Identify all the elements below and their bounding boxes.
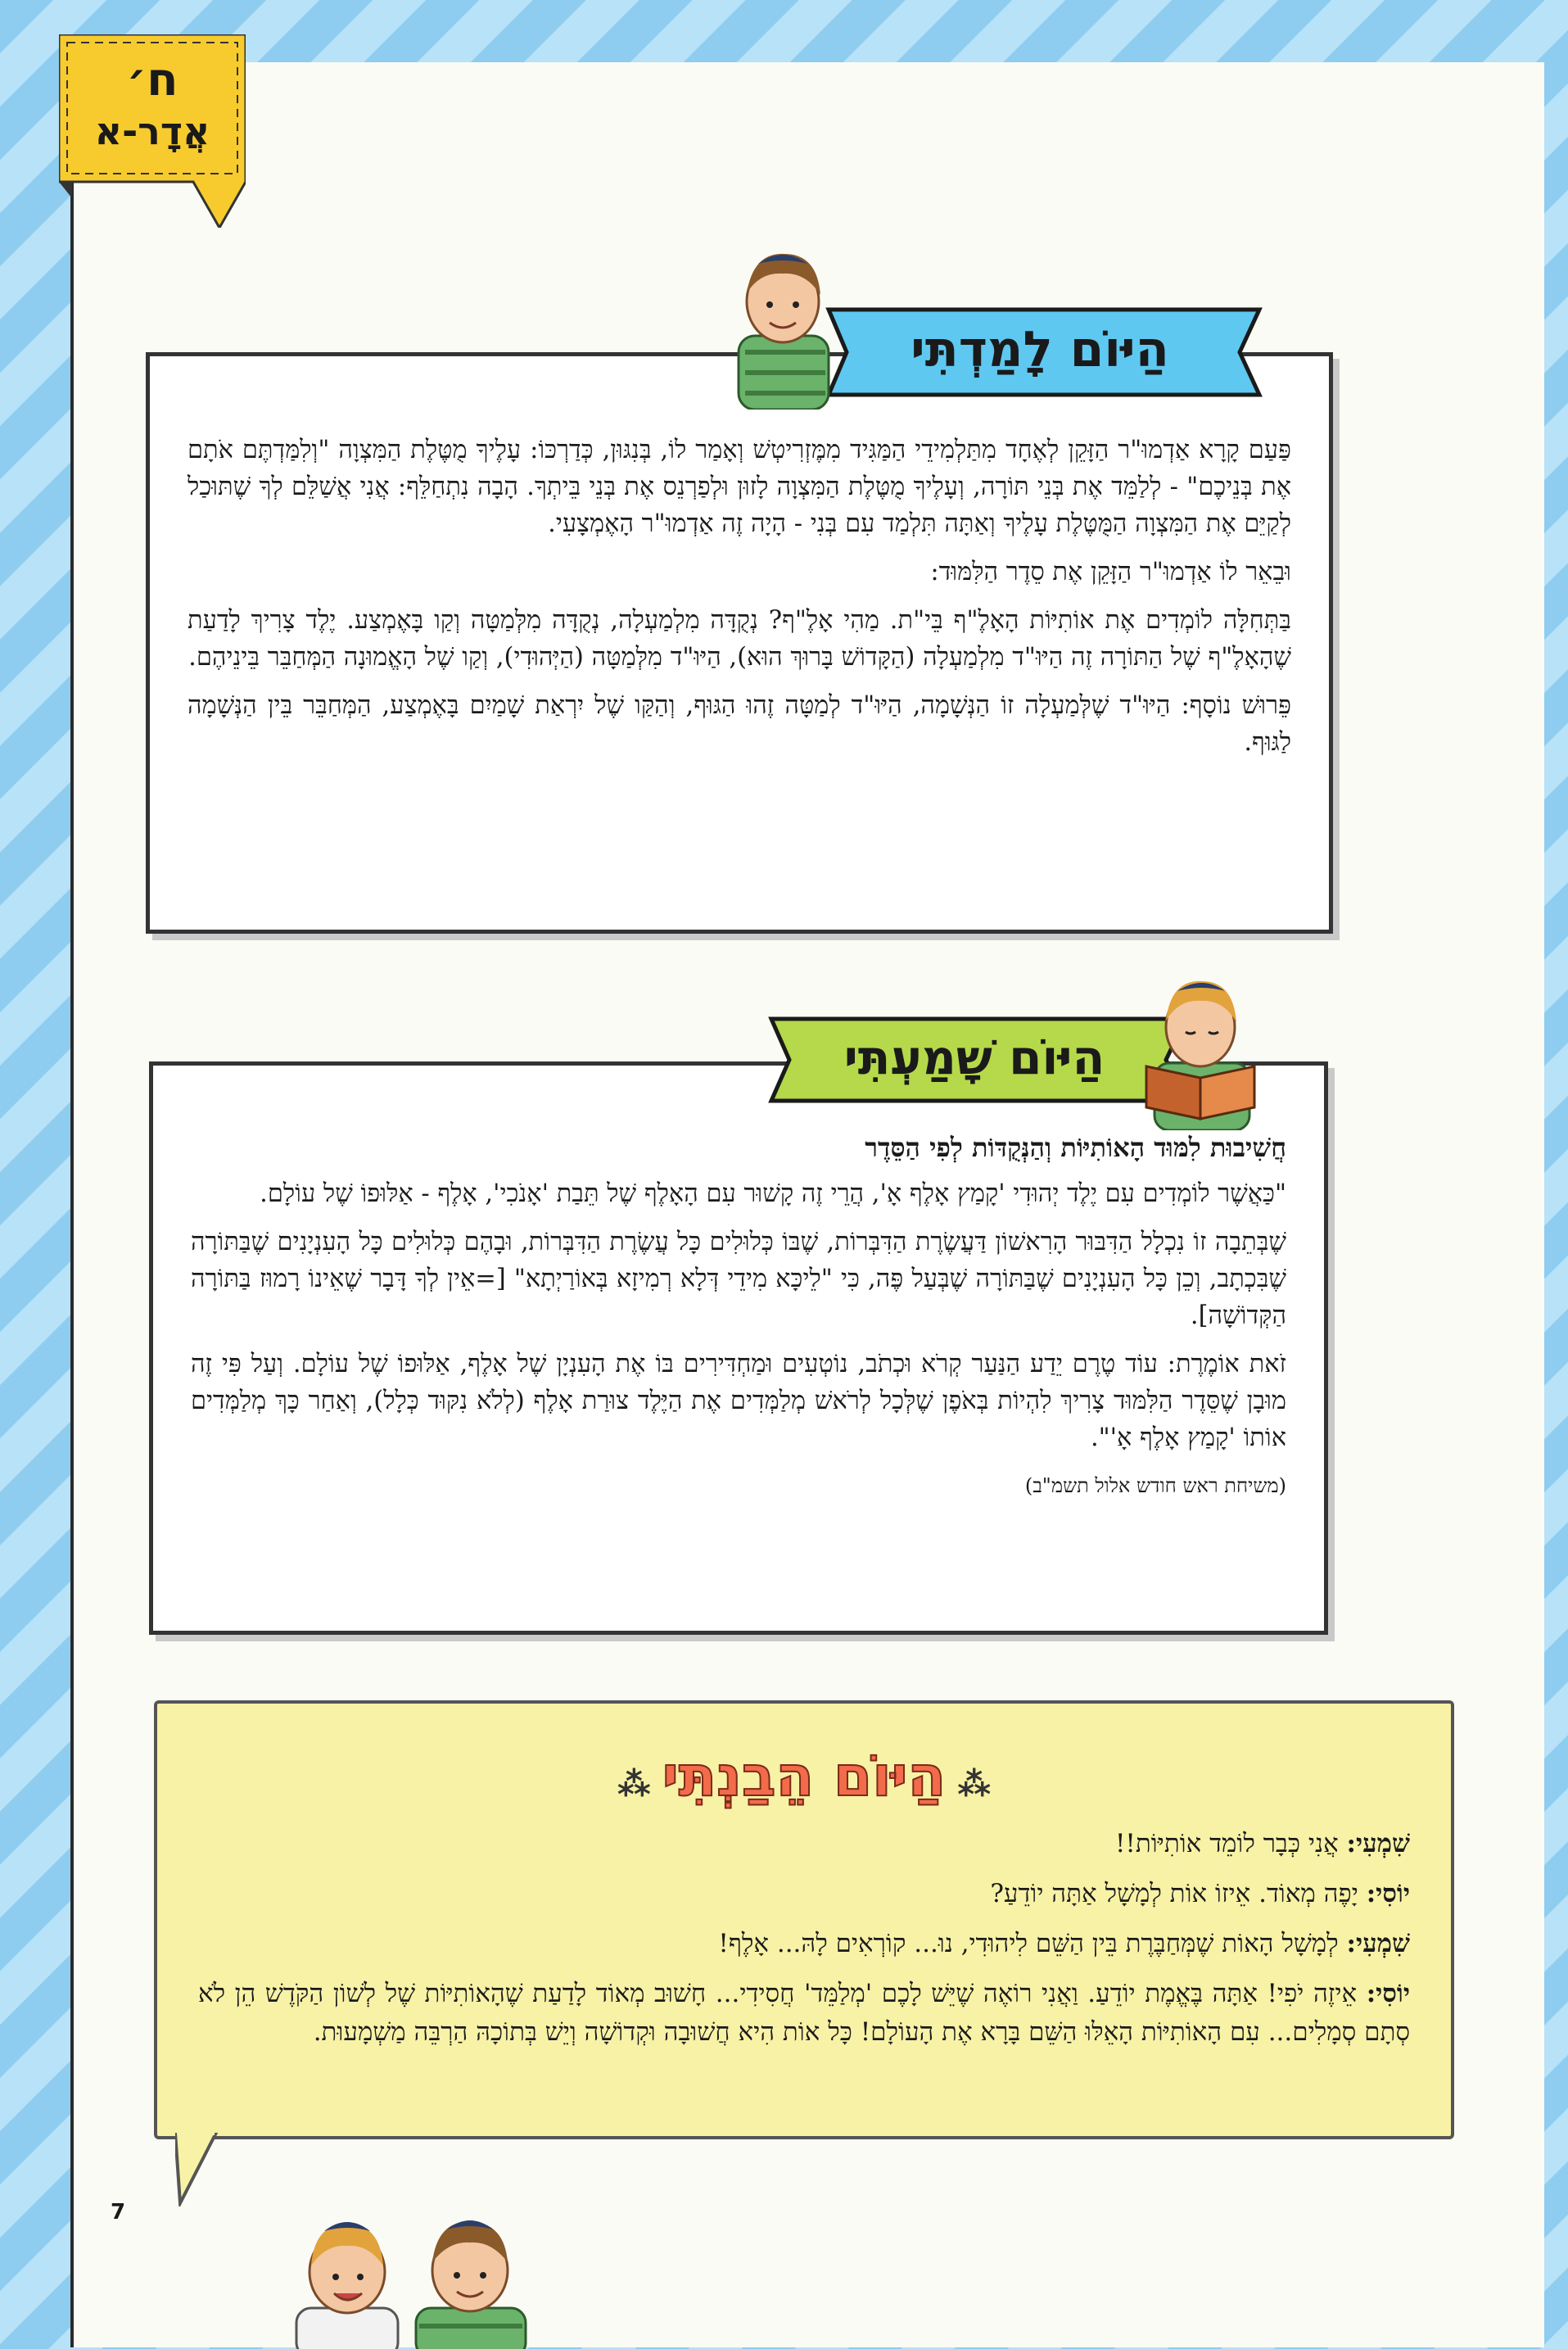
learned-paragraph: בַּתְּחִלָּה לוֹמְדִים אֶת אוֹתִיּוֹת הָאָלֶ"ף בֵּי"ת. מַהִי אָלֶ"ף? נְקֻדָּה מִלְמַעְלָה, נְקֻדָּה מִלְּמַטָּה וְקַו בָּאֶמְצַע. יֶלֶד צָרִיךְ לָדַעַת שֶׁהָאָלֶ"ף שֶׁל הַתּוֹרָה זֶה הַיּוּ"ד מִלְמַעְלָה (הַקָּדוֹשׁ בָּרוּךְ הוּא), הַיּוּ"ד מִלְּמַטָּה (הַיְּהוּדִי), וְקַו שֶׁל הָאֱמוּנָה הַמְּחַבֵּר בֵּינֵיהֶם. xyxy=(188,606,1291,672)
learned-paragraph: וּבֵאֵר לוֹ אַדְמוּ"ר הַזָּקֵן אֶת סֵדֶר הַלִּמּוּד: xyxy=(930,558,1291,586)
dialog-speaker: שִׁמְעִי: xyxy=(1346,1929,1410,1958)
reading-boy-illustration xyxy=(1138,975,1261,1130)
learned-box xyxy=(146,352,1333,934)
date-day: ח׳ xyxy=(126,53,178,106)
learned-paragraph: פֵּרוּשׁ נוֹסָף: הַיּוּ"ד שֶׁלְּמַעְלָה זוֹ הַנְּשָׁמָה, הַיּוּ"ד לְמַטָּה זֶהוּ הַגּוּף, וְהַקַּו שֶׁל יִרְאַת שָׁמַיִם בָּאֶמְצַע, הַמְּחַבֵּר בֵּין הַנְּשָׁמָה לַגּוּף. xyxy=(188,691,1291,757)
understood-box xyxy=(154,1700,1454,2139)
heard-subtitle: חֲשִׁיבוּת לִמּוּד הָאוֹתִיּוֹת וְהַנְּקֻדּוֹת לְפִי הַסֵּדֶר xyxy=(865,1132,1286,1163)
dialog xyxy=(198,1825,1410,2063)
sparkle-right-icon: ⁂ xyxy=(946,1766,992,1804)
dialog-text: אֲנִי כְּבָר לוֹמֵד אוֹתִיּוֹת!! xyxy=(1114,1829,1339,1858)
page-number: 7 xyxy=(111,2200,126,2225)
date-month: אֲדָר-א xyxy=(94,109,210,153)
understood-title xyxy=(157,1745,1451,1809)
dialog-line xyxy=(198,1925,1410,1963)
understood-title-text: הַיּוֹם הֵבַנְתִּי xyxy=(662,1745,947,1809)
dialog-line xyxy=(198,1825,1410,1863)
speech-bubble-tail xyxy=(175,2133,224,2206)
dialog-line xyxy=(198,1875,1410,1913)
heard-box xyxy=(149,1061,1328,1635)
heard-paragraph: זֹאת אוֹמֶרֶת: עוֹד טֶרֶם יֵדַע הַנַּעַר קְרֹא וּכְתֹב, נוֹטְעִים וּמַחְדִּירִים בּוֹ אֶת הָעִנְיָן שֶׁל אָלֶף, אַלּוּפוֹ שֶׁל עוֹלָם. וְעַל פִּי זֶה מוּבָן שֶׁסֵּדֶר הַלִּמּוּד צָרִיךְ לִהְיוֹת בְּאֹפֶן שֶׁלְּכָל לְרֹאשׁ מְלַמְּדִים אֶת הַיֶּלֶד צוּרַת אָלֶף (לְלֹא נִקּוּד כְּלָל), וְאַחַר כָּךְ מְלַמְּדִים אוֹתוֹ 'קָמַץ אָלֶף אָ'". xyxy=(191,1350,1286,1452)
sparkle-left-icon: ⁂ xyxy=(617,1766,662,1804)
heard-banner xyxy=(753,1012,1195,1107)
heard-paragraph: שֶׁבְּתֵבָה זוֹ נִכְלָל הַדִּבּוּר הָרִאשׁוֹן דַּעֲשֶׂרֶת הַדִּבְּרוֹת, שֶׁבּוֹ כְּלוּלִים כָּל עֲשֶׂרֶת הַדִּבְּרוֹת, וּבָהֶם כְּלוּלִים כָּל הָעִנְיָנִים שֶׁבַּתּוֹרָה שֶׁבִּכְתָב, וְכֵן כָּל הָעִנְיָנִים שֶׁבַּתּוֹרָה שֶׁבְּעַל פֶּה, כִּי "לֵיכָּא מִידֵי דְּלָא רְמִיזָא בְּאוֹרַיְתָא" [=אֵין לְךָ דָּבָר שֶׁאֵינוֹ רָמוּז בַּתּוֹרָה הַקְּדוֹשָׁה]. xyxy=(191,1228,1286,1330)
heard-title: הַיּוֹם שָׁמַעְתִּי xyxy=(843,1030,1105,1085)
two-kids-illustration xyxy=(288,2211,534,2349)
dialog-speaker: שִׁמְעִי: xyxy=(1346,1829,1410,1858)
dialog-text: יָפֶה מְאוֹד. אֵיזוֹ אוֹת לְמָשָׁל אַתָּה יוֹדֵעַ? xyxy=(990,1879,1358,1908)
boy-illustration xyxy=(721,246,843,410)
dialog-line xyxy=(198,1975,1410,2052)
learned-title: הַיּוֹם לָמַדְתִּי xyxy=(911,321,1169,378)
heard-paragraph: "כַּאֲשֶׁר לוֹמְדִים עִם יֶלֶד יְהוּדִי 'קָמַץ אָלֶף אָ', הֲרֵי זֶה קָשׁוּר עִם הָאָלֶף שֶׁל תֵּבַת 'אָנֹכִי', אָלֶף - אַלּוּפוֹ שֶׁל עוֹלָם. xyxy=(260,1179,1286,1208)
dialog-speaker: יוֹסִי: xyxy=(1366,1979,1410,2008)
heard-source: (משיחת ראש חודש אלול תשמ"ב) xyxy=(1024,1474,1286,1497)
date-ribbon xyxy=(59,34,246,228)
dialog-text: לְמָשָׁל הָאוֹת שֶׁמְּחַבֶּרֶת בֵּין הַשֵּׁם לִיהוּדִי, נוּ... קוֹרְאִים לָהּ... אָלֶף! xyxy=(718,1929,1339,1958)
learned-banner xyxy=(811,303,1269,401)
dialog-text: אֵיזֶה יֹפִי! אַתָּה בֶּאֱמֶת יוֹדֵעַ. וַאֲנִי רוֹאֶה שֶׁיֵּשׁ לָכֶם 'מְלַמֵּד' חֲסִידִי... חָשׁוּב מְאוֹד לָדַעַת שֶׁהָאוֹתִיּוֹת שֶׁל לְשׁוֹן הַקֹּדֶשׁ הֵן לֹא סְתָם סְמָלִים... עִם הָאוֹתִיּוֹת הָאֵלּוּ הַשֵּׁם בָּרָא אֶת הָעוֹלָם! כָּל אוֹת הִיא חֲשׁוּבָה וּקְדוֹשָׁה וְיֵשׁ בְּתוֹכָהּ הַרְבֵּה מַשְׁמָעוּת. xyxy=(198,1979,1410,2047)
learned-paragraph: פַּעַם קָרָא אַדְמוּ"ר הַזָּקֵן לְאֶחָד מִתַּלְמִידֵי הַמַּגִּיד מִמֶּזְרִיטְשׁ וְאָמַר לוֹ, בְּנִגּוּן, כְּדַרְכּוֹ: עָלֶיךָ מֻטֶּלֶת הַמִּצְוָה "וְלִמַּדְתֶּם אֹתָם אֶת בְּנֵיכֶם" - לְלַמֵּד אֶת בְּנֵי תּוֹרָה, וְעָלֶיךָ מֻטֶּלֶת הַמִּצְוָה לָזוּן וּלְפַרְנֵס אֶת בְּנֵי בֵּיתְךָ. הָבָה נִתְחַלֵּף: אֲנִי אֲשַׁלֵּם לְךָ שֶׁתּוּכַל לְקַיֵּם אֶת הַמִּצְוָה הַמֻּטֶּלֶת עָלֶיךָ וְאַתָּה תִּלְמַד עִם בְּנִי - הָיָה זֶה אַדְמוּ"ר הָאֶמְצָעִי. xyxy=(188,436,1291,538)
dialog-speaker: יוֹסִי: xyxy=(1366,1879,1410,1908)
